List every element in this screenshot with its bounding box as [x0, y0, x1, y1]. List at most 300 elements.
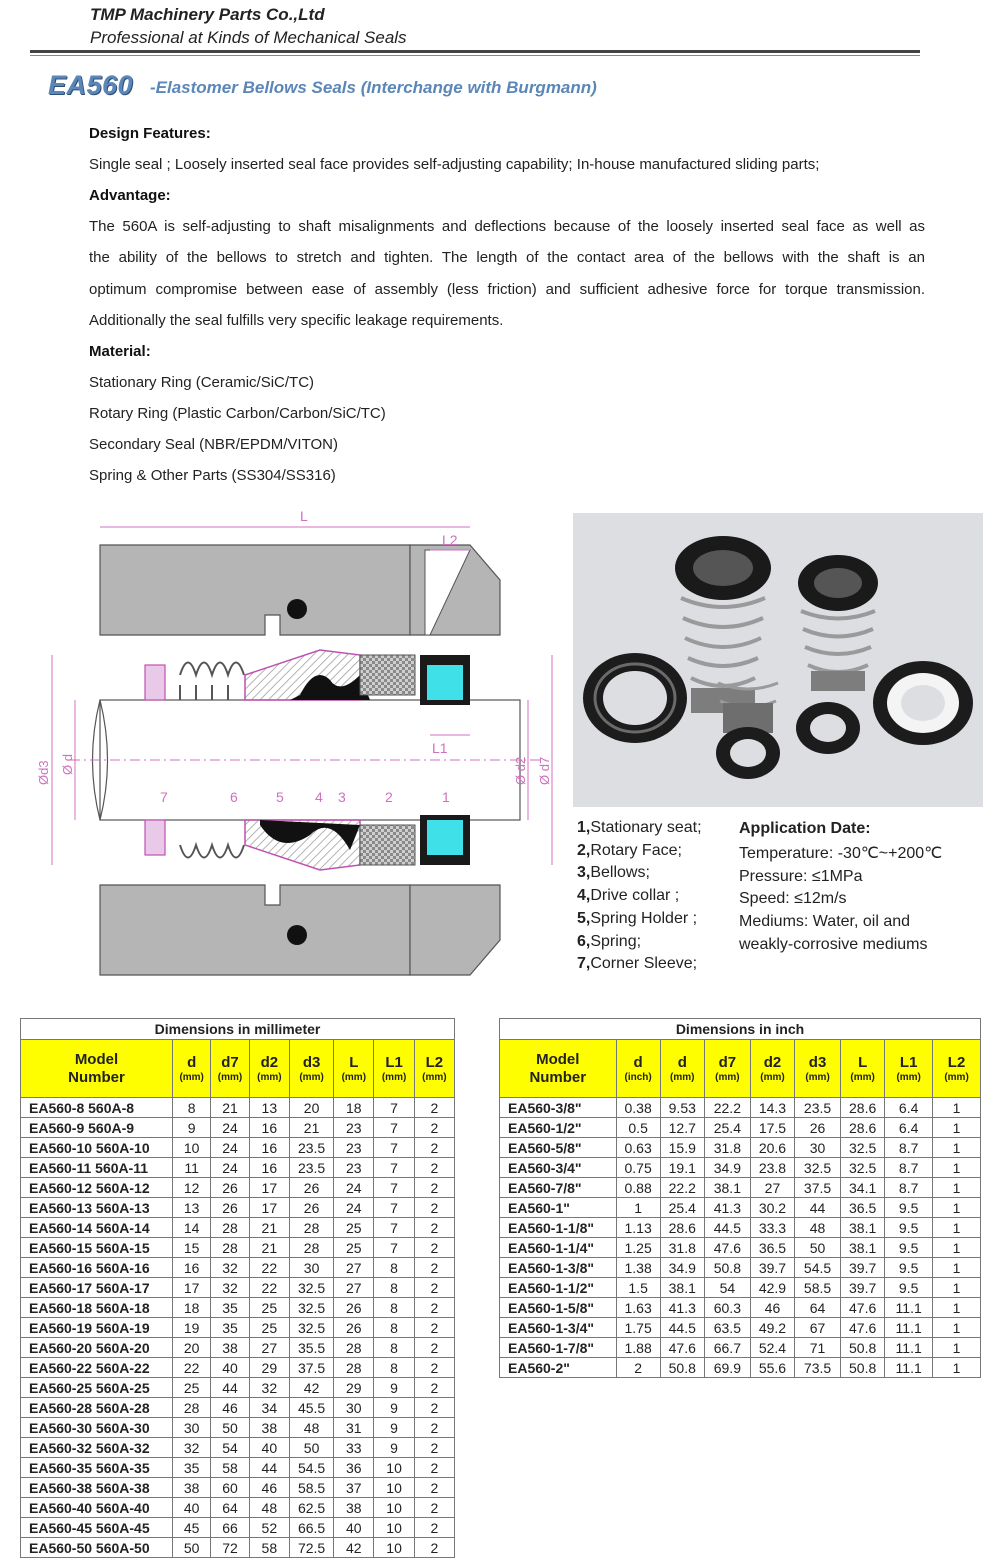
dimension-cell: 7: [374, 1218, 414, 1238]
dimension-cell: 2: [414, 1518, 454, 1538]
header-label: L2: [425, 1053, 444, 1071]
dimension-cell: 7: [374, 1098, 414, 1118]
column-header: [374, 1040, 414, 1098]
dim-label-d: Ø d: [60, 754, 75, 775]
dimension-cell: 23.8: [750, 1158, 794, 1178]
dimension-cell: 46: [750, 1298, 794, 1318]
dimension-cell: 8: [374, 1278, 414, 1298]
column-header: [933, 1040, 981, 1098]
header-unit: (mm): [179, 1071, 204, 1083]
header-unit: (inch): [624, 1071, 652, 1083]
dimension-cell: 39.7: [841, 1278, 885, 1298]
dimension-cell: 44.5: [660, 1318, 704, 1338]
model-number-cell: EA560-40 560A-40: [21, 1498, 173, 1518]
dimension-cell: 47.6: [841, 1318, 885, 1338]
model-number-cell: EA560-1-1/8": [500, 1218, 617, 1238]
part-callout-7: 7: [160, 789, 168, 805]
dimension-cell: 1: [933, 1118, 981, 1138]
dimension-cell: 0.5: [616, 1118, 660, 1138]
dimension-cell: 21: [249, 1238, 289, 1258]
dimension-cell: 1.88: [616, 1338, 660, 1358]
dimension-cell: 34.9: [704, 1158, 750, 1178]
dimension-cell: 2: [414, 1118, 454, 1138]
dimension-cell: 25: [172, 1378, 210, 1398]
dimension-cell: 55.6: [750, 1358, 794, 1378]
dimension-cell: 19: [172, 1318, 210, 1338]
application-line: Mediums: Water, oil and: [739, 913, 911, 931]
part-callout-4: 4: [315, 789, 323, 805]
dimensions-mm-table: [20, 1018, 455, 1558]
header-unit: (mm): [217, 1071, 243, 1083]
header-unit: (mm): [341, 1071, 367, 1083]
dimension-cell: 50: [211, 1418, 249, 1438]
dimension-cell: 1: [933, 1158, 981, 1178]
product-subtitle: -Elastomer Bellows Seals (Interchange with Burgmann): [150, 78, 597, 97]
header-label: d7: [221, 1053, 239, 1071]
table-row: [500, 1158, 981, 1178]
dimension-cell: 26: [334, 1318, 374, 1338]
dimension-cell: 1: [933, 1098, 981, 1118]
table-row: [21, 1498, 455, 1518]
table-row: [21, 1178, 455, 1198]
table-row: [21, 1438, 455, 1458]
dimension-cell: 54.5: [289, 1458, 333, 1478]
dimension-cell: 22: [249, 1258, 289, 1278]
dimension-cell: 28: [289, 1238, 333, 1258]
dimension-cell: 26: [795, 1118, 841, 1138]
header-unit: (mm): [422, 1071, 447, 1083]
model-number-cell: EA560-16 560A-16: [21, 1258, 173, 1278]
dimension-cell: 47.6: [704, 1238, 750, 1258]
dimension-cell: 2: [414, 1498, 454, 1518]
dimension-cell: 18: [172, 1298, 210, 1318]
dimension-cell: 2: [414, 1458, 454, 1478]
dimension-cell: 38: [249, 1418, 289, 1438]
header-divider: [30, 50, 920, 53]
product-photo: [573, 513, 983, 807]
dimension-cell: 30: [334, 1398, 374, 1418]
dimension-cell: 52.4: [750, 1338, 794, 1358]
dimension-cell: 12: [172, 1178, 210, 1198]
model-number-cell: EA560-10 560A-10: [21, 1138, 173, 1158]
dimension-cell: 28.6: [841, 1118, 885, 1138]
model-number-cell: EA560-8 560A-8: [21, 1098, 173, 1118]
table-row: [500, 1358, 981, 1378]
dimension-cell: 32: [211, 1258, 249, 1278]
dimension-cell: 26: [334, 1298, 374, 1318]
dimension-cell: 2: [414, 1438, 454, 1458]
model-number-cell: EA560-35 560A-35: [21, 1458, 173, 1478]
table-row: [500, 1118, 981, 1138]
dimension-cell: 38.1: [841, 1238, 885, 1258]
advantage-line: Additionally the seal fulfills very specific leakage requirements.: [89, 312, 504, 329]
dimension-cell: 9: [374, 1438, 414, 1458]
column-header: [172, 1040, 210, 1098]
dimension-cell: 35: [211, 1318, 249, 1338]
dimension-cell: 1.25: [616, 1238, 660, 1258]
dimension-cell: 44: [795, 1198, 841, 1218]
header-label: d2: [763, 1053, 782, 1071]
dimension-cell: 37.5: [289, 1358, 333, 1378]
model-number-cell: EA560-19 560A-19: [21, 1318, 173, 1338]
dimension-cell: 50: [289, 1438, 333, 1458]
dimension-cell: 16: [172, 1258, 210, 1278]
model-number-cell: EA560-5/8": [500, 1138, 617, 1158]
dimension-cell: 28: [334, 1338, 374, 1358]
dimension-cell: 23: [334, 1158, 374, 1178]
dimension-cell: 22: [249, 1278, 289, 1298]
dimension-cell: 38: [334, 1498, 374, 1518]
advantage-line: the ability of the bellows to stretch and tighten. The length of the contact area of the bellows with the shaft is an: [89, 249, 925, 266]
dimension-cell: 8: [374, 1258, 414, 1278]
header-unit: (mm): [715, 1071, 740, 1083]
dimension-cell: 34.9: [660, 1258, 704, 1278]
dimension-cell: 29: [334, 1378, 374, 1398]
dim-label-d3: Ød3: [36, 760, 51, 785]
parts-list-item: 1,Stationary seat;: [577, 819, 702, 836]
dimension-cell: 45: [172, 1518, 210, 1538]
header-label: d7: [718, 1053, 737, 1071]
dimension-cell: 32: [172, 1438, 210, 1458]
model-number-cell: EA560-9 560A-9: [21, 1118, 173, 1138]
dimension-cell: 7: [374, 1138, 414, 1158]
dimension-cell: 1: [616, 1198, 660, 1218]
dimension-cell: 30.2: [750, 1198, 794, 1218]
dimension-cell: 44: [249, 1458, 289, 1478]
dimension-cell: 28: [289, 1218, 333, 1238]
dimension-cell: 35.5: [289, 1338, 333, 1358]
table-caption: Dimensions in inch: [499, 1018, 981, 1039]
dimension-cell: 28: [211, 1218, 249, 1238]
design-features-text: Single seal ; Loosely inserted seal face provides self-adjusting capability; In-house manufactured sliding parts;: [89, 156, 820, 173]
header-unit: (mm): [760, 1071, 785, 1083]
table-row: [21, 1298, 455, 1318]
column-header: [249, 1040, 289, 1098]
column-header: [841, 1040, 885, 1098]
model-number-cell: EA560-1-3/8": [500, 1258, 617, 1278]
dimension-cell: 27: [334, 1278, 374, 1298]
table-row: [21, 1318, 455, 1338]
model-number-cell: EA560-20 560A-20: [21, 1338, 173, 1358]
table-row: [21, 1398, 455, 1418]
dimension-cell: 8: [374, 1358, 414, 1378]
application-details: [739, 843, 942, 957]
dimension-cell: 30: [172, 1418, 210, 1438]
model-number-cell: EA560-18 560A-18: [21, 1298, 173, 1318]
header-unit: (mm): [299, 1071, 324, 1083]
table-row: [500, 1278, 981, 1298]
dimension-cell: 25: [334, 1238, 374, 1258]
dimension-cell: 63.5: [704, 1318, 750, 1338]
dimension-cell: 21: [211, 1098, 249, 1118]
dimension-cell: 38.1: [841, 1218, 885, 1238]
dimension-cell: 42: [334, 1538, 374, 1558]
dimension-cell: 2: [414, 1098, 454, 1118]
table-row: [21, 1218, 455, 1238]
seal-cross-section-diagram: [30, 505, 570, 995]
header-unit: (mm): [896, 1071, 921, 1083]
dimension-cell: 10: [374, 1498, 414, 1518]
dimension-cell: 42.9: [750, 1278, 794, 1298]
dimension-cell: 54.5: [795, 1258, 841, 1278]
parts-list: [577, 817, 702, 976]
dimension-cell: 7: [374, 1178, 414, 1198]
dimension-cell: 26: [289, 1178, 333, 1198]
dimension-cell: 27: [750, 1178, 794, 1198]
header-label: d: [187, 1053, 197, 1071]
header-unit: (mm): [670, 1071, 695, 1083]
column-header: [795, 1040, 841, 1098]
header-unit: (mm): [381, 1071, 407, 1083]
dimension-cell: 2: [414, 1198, 454, 1218]
dimension-cell: 44: [211, 1378, 249, 1398]
dimension-cell: 47.6: [660, 1338, 704, 1358]
header-label: d3: [302, 1053, 321, 1071]
dimension-cell: 45.5: [289, 1398, 333, 1418]
dimension-cell: 25: [249, 1298, 289, 1318]
header-label: L1: [385, 1053, 403, 1071]
dimension-cell: 0.63: [616, 1138, 660, 1158]
dimension-cell: 7: [374, 1118, 414, 1138]
table-row: [500, 1238, 981, 1258]
dimension-cell: 2: [414, 1278, 454, 1298]
dimension-cell: 25.4: [660, 1198, 704, 1218]
dim-label-d2: Ø d2: [513, 756, 528, 785]
model-number-cell: EA560-30 560A-30: [21, 1418, 173, 1438]
model-number-cell: EA560-1-7/8": [500, 1338, 617, 1358]
dimension-cell: 24: [211, 1118, 249, 1138]
dimension-cell: 50.8: [841, 1338, 885, 1358]
dimension-cell: 1.75: [616, 1318, 660, 1338]
dimension-cell: 54: [211, 1438, 249, 1458]
header-label: L1: [899, 1053, 918, 1071]
table-row: [21, 1278, 455, 1298]
dimension-cell: 66.5: [289, 1518, 333, 1538]
part-callout-2: 2: [385, 789, 393, 805]
dimension-cell: 1: [933, 1138, 981, 1158]
dimension-cell: 11.1: [885, 1338, 933, 1358]
model-number-cell: EA560-3/4": [500, 1158, 617, 1178]
column-header: [414, 1040, 454, 1098]
dimension-cell: 1: [933, 1238, 981, 1258]
dimension-cell: 35: [172, 1458, 210, 1478]
table-row: [21, 1478, 455, 1498]
dimension-cell: 31: [334, 1418, 374, 1438]
dimension-cell: 33: [334, 1438, 374, 1458]
dimension-cell: 23.5: [795, 1098, 841, 1118]
dimension-cell: 9.5: [885, 1278, 933, 1298]
dimension-cell: 30: [795, 1138, 841, 1158]
column-header: [750, 1040, 794, 1098]
dim-label-d7: Ø d7: [537, 756, 552, 785]
table-row: [21, 1338, 455, 1358]
dimension-cell: 26: [211, 1198, 249, 1218]
dimension-cell: 64: [211, 1498, 249, 1518]
table-row: [500, 1318, 981, 1338]
dimension-cell: 23.5: [289, 1138, 333, 1158]
dimension-cell: 22.2: [660, 1178, 704, 1198]
model-number-cell: EA560-11 560A-11: [21, 1158, 173, 1178]
table-row: [21, 1378, 455, 1398]
dimension-cell: 48: [289, 1418, 333, 1438]
dimension-cell: 35: [211, 1298, 249, 1318]
material-item: Spring & Other Parts (SS304/SS316): [89, 467, 336, 484]
dimension-cell: 12.7: [660, 1118, 704, 1138]
dimension-cell: 54: [704, 1278, 750, 1298]
company-name: TMP Machinery Parts Co.,Ltd: [90, 5, 325, 24]
dimension-cell: 21: [249, 1218, 289, 1238]
dimension-cell: 9.53: [660, 1098, 704, 1118]
dimension-cell: 66.7: [704, 1338, 750, 1358]
model-number-cell: EA560-1-1/2": [500, 1278, 617, 1298]
dimension-cell: 2: [414, 1378, 454, 1398]
dimension-cell: 1.13: [616, 1218, 660, 1238]
dimension-cell: 21: [289, 1118, 333, 1138]
dimension-cell: 22.2: [704, 1098, 750, 1118]
dimension-cell: 2: [414, 1298, 454, 1318]
dimension-cell: 47.6: [841, 1298, 885, 1318]
model-number-cell: EA560-1/2": [500, 1118, 617, 1138]
dimension-cell: 7: [374, 1238, 414, 1258]
dimension-cell: 1: [933, 1198, 981, 1218]
dimension-cell: 69.9: [704, 1358, 750, 1378]
model-number-cell: EA560-1-3/4": [500, 1318, 617, 1338]
dimension-cell: 39.7: [750, 1258, 794, 1278]
dimension-cell: 18: [334, 1098, 374, 1118]
model-number-cell: EA560-13 560A-13: [21, 1198, 173, 1218]
table-row: [500, 1098, 981, 1118]
table-row: [21, 1418, 455, 1438]
parts-list-item: 7,Corner Sleeve;: [577, 955, 698, 973]
model-number-cell: EA560-2": [500, 1358, 617, 1378]
dimension-cell: 40: [211, 1358, 249, 1378]
header-unit: (mm): [257, 1071, 282, 1083]
model-number-cell: EA560-1-1/4": [500, 1238, 617, 1258]
dimension-cell: 46: [211, 1398, 249, 1418]
dimension-cell: 60: [211, 1478, 249, 1498]
dimension-cell: 50.8: [704, 1258, 750, 1278]
dimension-cell: 32.5: [289, 1278, 333, 1298]
part-callout-5: 5: [276, 789, 284, 805]
model-number-cell: EA560-7/8": [500, 1178, 617, 1198]
application-line: Speed: ≤12m/s: [739, 890, 847, 908]
dimension-cell: 23: [334, 1138, 374, 1158]
dimension-cell: 25: [334, 1218, 374, 1238]
column-header: [211, 1040, 249, 1098]
dimension-cell: 14: [172, 1218, 210, 1238]
table-row: [21, 1158, 455, 1178]
table-row: [500, 1138, 981, 1158]
column-header: [660, 1040, 704, 1098]
dimension-cell: 8.7: [885, 1138, 933, 1158]
dimension-cell: 19.1: [660, 1158, 704, 1178]
model-number-cell: EA560-1": [500, 1198, 617, 1218]
part-callout-3: 3: [338, 789, 346, 805]
dimension-cell: 36.5: [750, 1238, 794, 1258]
dimension-cell: 41.3: [660, 1298, 704, 1318]
dimension-cell: 2: [616, 1358, 660, 1378]
dimension-cell: 48: [249, 1498, 289, 1518]
dimension-cell: 32.5: [795, 1158, 841, 1178]
dimension-cell: 8: [374, 1338, 414, 1358]
dimension-cell: 32.5: [289, 1298, 333, 1318]
dimension-cell: 58: [249, 1538, 289, 1558]
dimension-cell: 22: [172, 1358, 210, 1378]
dimension-cell: 23: [334, 1118, 374, 1138]
model-number-cell: EA560-22 560A-22: [21, 1358, 173, 1378]
product-code: EA560: [48, 70, 134, 100]
dimension-cell: 0.75: [616, 1158, 660, 1178]
model-number-cell: EA560-15 560A-15: [21, 1238, 173, 1258]
dimension-cell: 27: [334, 1258, 374, 1278]
dimension-cell: 13: [172, 1198, 210, 1218]
dimension-cell: 29: [249, 1358, 289, 1378]
dimension-cell: 25: [249, 1318, 289, 1338]
header-label: d: [633, 1053, 643, 1071]
dimension-cell: 2: [414, 1398, 454, 1418]
dimension-cell: 2: [414, 1318, 454, 1338]
column-header: [616, 1040, 660, 1098]
header-label: L: [858, 1053, 868, 1071]
dimension-cell: 32.5: [841, 1138, 885, 1158]
dimension-cell: 36.5: [841, 1198, 885, 1218]
dimension-cell: 32.5: [289, 1318, 333, 1338]
dimension-cell: 48: [795, 1218, 841, 1238]
advantage-line: The 560A is self-adjusting to shaft misalignments and deflections because of the loosely inserted seal face as well as: [89, 218, 925, 235]
dimension-cell: 10: [374, 1518, 414, 1538]
dimension-cell: 30: [289, 1258, 333, 1278]
dimension-cell: 11.1: [885, 1318, 933, 1338]
model-number-cell: EA560-28 560A-28: [21, 1398, 173, 1418]
parts-list-item: 6,Spring;: [577, 932, 642, 950]
dimension-cell: 72: [211, 1538, 249, 1558]
dimension-cell: 40: [249, 1438, 289, 1458]
application-line: Temperature: -30℃~+200℃: [739, 845, 943, 862]
model-number-cell: EA560-14 560A-14: [21, 1218, 173, 1238]
advantage-line: optimum compromise between ease of assembly (less friction) and sufficient adhesive force for torque transmission.: [89, 281, 925, 298]
dimension-cell: 37.5: [795, 1178, 841, 1198]
dimension-cell: 13: [249, 1098, 289, 1118]
dimension-cell: 6.4: [885, 1118, 933, 1138]
dimension-cell: 0.88: [616, 1178, 660, 1198]
header-label: Model Number: [529, 1050, 587, 1086]
table-row: [21, 1098, 455, 1118]
dimension-cell: 2: [414, 1178, 454, 1198]
table-row: [500, 1338, 981, 1358]
dimension-cell: 28: [334, 1358, 374, 1378]
header-unit: (mm): [944, 1071, 969, 1083]
dimension-cell: 50.8: [841, 1358, 885, 1378]
dimension-cell: 1: [933, 1318, 981, 1338]
dimension-cell: 10: [172, 1138, 210, 1158]
model-number-cell: EA560-12 560A-12: [21, 1178, 173, 1198]
dimension-cell: 27: [249, 1338, 289, 1358]
material-item: Stationary Ring (Ceramic/SiC/TC): [89, 374, 315, 391]
column-header: [334, 1040, 374, 1098]
dimension-cell: 31.8: [704, 1138, 750, 1158]
dimension-cell: 1: [933, 1278, 981, 1298]
dimension-cell: 2: [414, 1238, 454, 1258]
column-header: [704, 1040, 750, 1098]
dimension-cell: 1: [933, 1358, 981, 1378]
dim-label-L1: L1: [432, 740, 448, 756]
dimension-cell: 1: [933, 1338, 981, 1358]
dimension-cell: 50: [795, 1238, 841, 1258]
header-unit: (mm): [805, 1071, 830, 1083]
dimension-cell: 0.38: [616, 1098, 660, 1118]
dimension-cell: 11.1: [885, 1298, 933, 1318]
dimension-cell: 9: [374, 1378, 414, 1398]
